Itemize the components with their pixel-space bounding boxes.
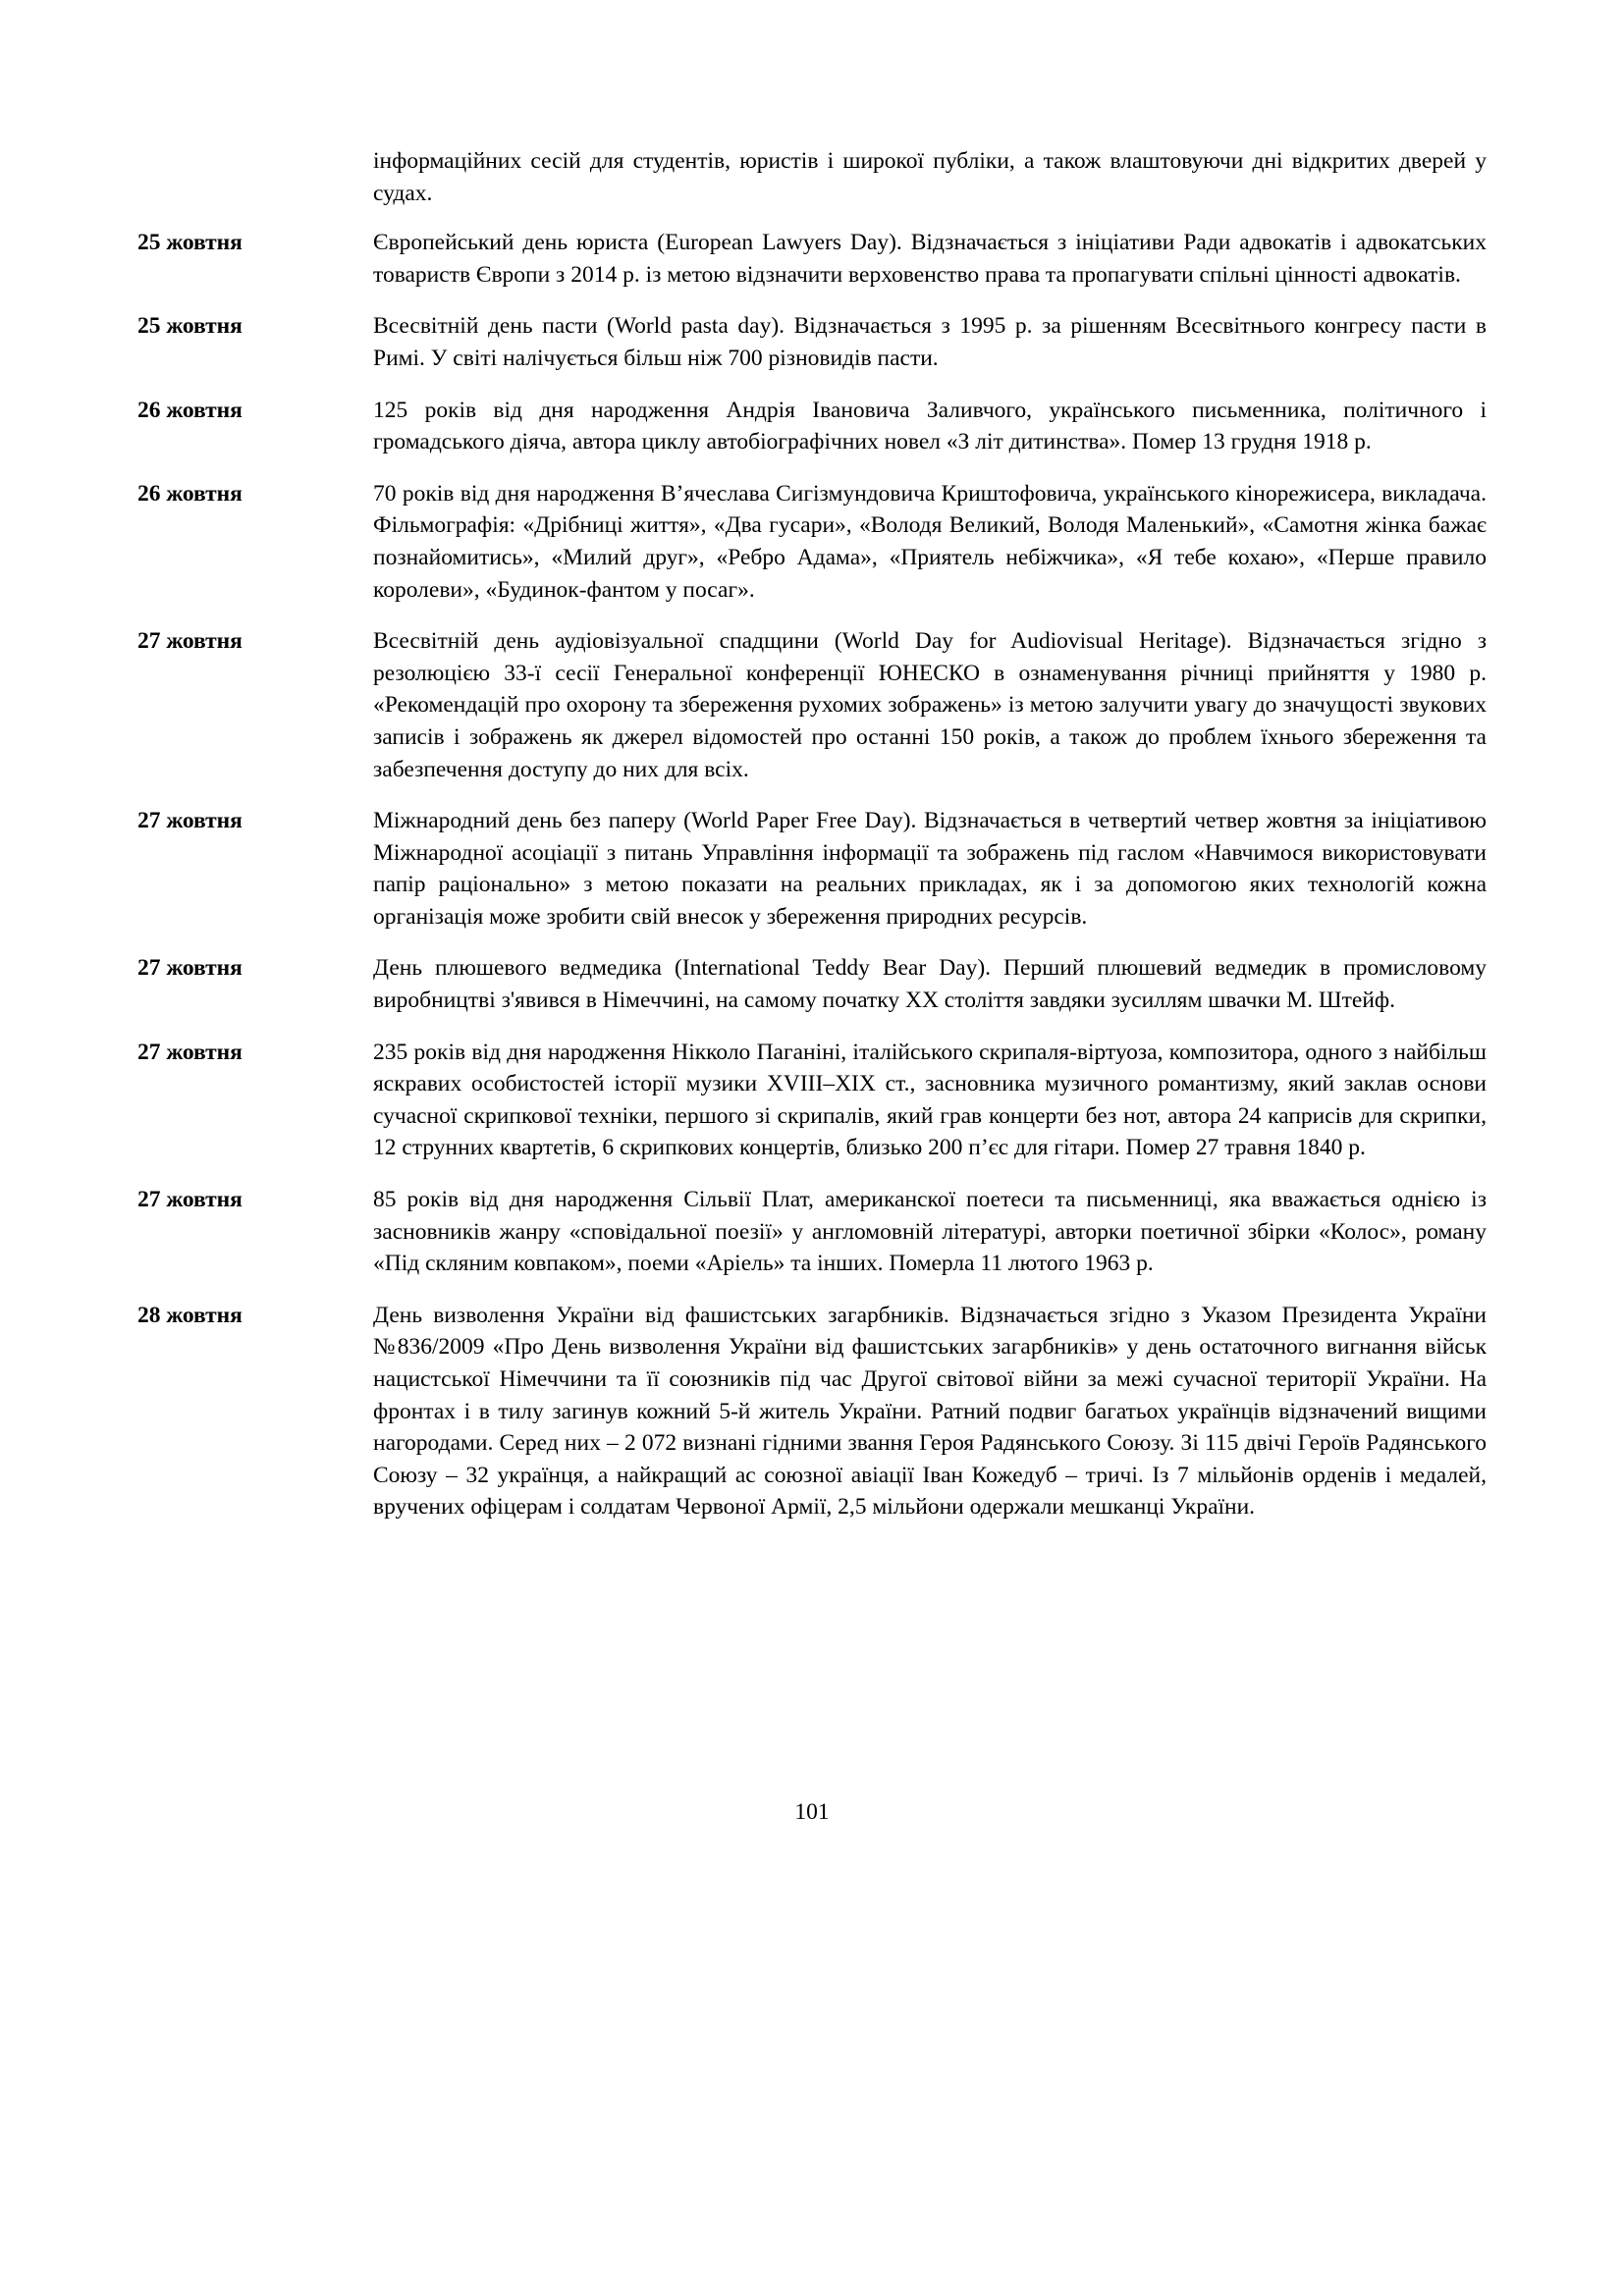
entry-text: 70 років від дня народження В’ячеслава Сигізмундовича Криштофовича, українського кінорежисера, викладача. Фільмографія: «Дрібниці життя», «Два гусари», «Володя Великий, Володя Маленький», «Самотня жінка бажає познайомитись», «Милий друг», «Ребро Адама», «Приятель небіжчика», «Я тебе кохаю», «Перше правило королеви», «Будинок-фантом у посаг». [373,480,1487,603]
entry-date: 27 жовтня [137,1187,243,1213]
entry-date: 26 жовтня [137,397,243,423]
page-number: 101 [794,1799,830,1825]
entry-date: 27 жовтня [137,955,243,982]
calendar-entry [137,395,1487,458]
calendar-entry [137,1037,1487,1164]
entry-date: 28 жовтня [137,1302,243,1328]
entry-text: Міжнародний день без паперу (World Paper Free Day). Відзначається в четвертий четвер жовтня за ініціативою Міжнародної асоціації з питань Управління інформації та зображень під гаслом «Навчимося використовувати папір раціонально» з метою показати на реальних прикладах, як і за допомогою яких технологій кожна організація може зробити свій внесок у збереження природних ресурсів. [373,808,1487,930]
entry-text: Всесвітній день аудіовізуальної спадщини (World Day for Audiovisual Heritage). Відзначається згідно з резолюцією 33-ї сесії Генеральної конференції ЮНЕСКО в ознаменування річниці прийняття у 1980 р. «Рекомендацій про охорону та збереження рухомих зображень» із метою залучити увагу до значущості звукових записів і зображень як джерел відомостей про останні 150 років, а також до проблем їхнього збереження та забезпечення доступу до них для всіх. [373,628,1487,782]
calendar-entry [137,805,1487,933]
entry-text: День визволення України від фашистських загарбників. Відзначається згідно з Указом Президента України №836/2009 «Про День визволення України від фашистських загарбників» у день остаточного вигнання військ нацистської Німеччини та її союзників під час Другої світової війни за межі сучасної території України. На фронтах і в тилу загинув кожний 5-й житель України. Ратний подвиг багатьох українців відзначений вищими нагородами. Серед них – 2 072 визнані гідними звання Героя Радянського Союзу. Зі 115 двічі Героїв Радянського Союзу – 32 українця, а найкращий ас союзної авіації Іван Кожедуб – тричі. Із 7 мільйонів орденів і медалей, вручених офіцерам і солдатам Червоної Армії, 2,5 мільйони одержали мешканці України. [373,1302,1487,1521]
calendar-entry [137,1184,1487,1280]
calendar-entry [137,145,1487,209]
entry-text: 235 років від дня народження Нікколо Паганіні, італійського скрипаля-віртуоза, композитора, одного з найбільш яскравих особистостей історії музики XVIII–XIX ст., засновника музичного романтизму, який заклав основи сучасної скрипкової техніки, першого зі скрипалів, який грав концерти без нот, автора 24 каприсів для скрипки, 12 струнних квартетів, 6 скрипкових концертів, близько 200 п’єс для гітари. Помер 27 травня 1840 р. [373,1039,1487,1161]
entry-date: 25 жовтня [137,313,243,340]
entry-date: 27 жовтня [137,808,243,834]
calendar-entry [137,310,1487,374]
calendar-entry [137,1300,1487,1523]
entry-text: 125 років від дня народження Андрія Івановича Заливчого, українського письменника, політичного і громадського діяча, автора циклу автобіографічних новел «З літ дитинства». Помер 13 грудня 1918 р. [373,397,1487,455]
entry-text: інформаційних сесій для студентів, юристів і широкої публіки, а також влаштовуючи дні відкритих дверей у судах. [373,148,1487,206]
calendar-entry [137,478,1487,606]
entry-date: 27 жовтня [137,628,243,655]
entry-text: Європейський день юриста (European Lawyers Day). Відзначається з ініціативи Ради адвокатів і адвокатських товариств Європи з 2014 р. із метою відзначити верховенство права та пропагувати спільні цінності адвокатів. [373,230,1487,288]
entry-text: День плюшевого ведмедика (International Teddy Bear Day). Перший плюшевий ведмедик в промисловому виробництві з'явився в Німеччині, на самому початку XX століття завдяки зусиллям швачки М. Штейф. [373,955,1487,1014]
calendar-entry [137,952,1487,1016]
calendar-entries [137,145,1487,1543]
calendar-entry [137,625,1487,785]
calendar-entry [137,227,1487,291]
entry-text: 85 років від дня народження Сільвії Плат, американскої поетеси та письменниці, яка вважається однією із засновників жанру «сповідальної поезії» у англомовній літературі, авторки поетичної збірки «Колос», роману «Під скляним ковпаком», поеми «Аріель» та інших. Померла 11 лютого 1963 р. [373,1187,1487,1277]
entry-text: Всесвітній день пасти (World pasta day). Відзначається з 1995 р. за рішенням Всесвітнього конгресу пасти в Римі. У світі налічується більш ніж 700 різновидів пасти. [373,313,1487,371]
entry-date: 25 жовтня [137,230,243,256]
entry-date: 26 жовтня [137,480,243,507]
entry-date: 27 жовтня [137,1039,243,1065]
